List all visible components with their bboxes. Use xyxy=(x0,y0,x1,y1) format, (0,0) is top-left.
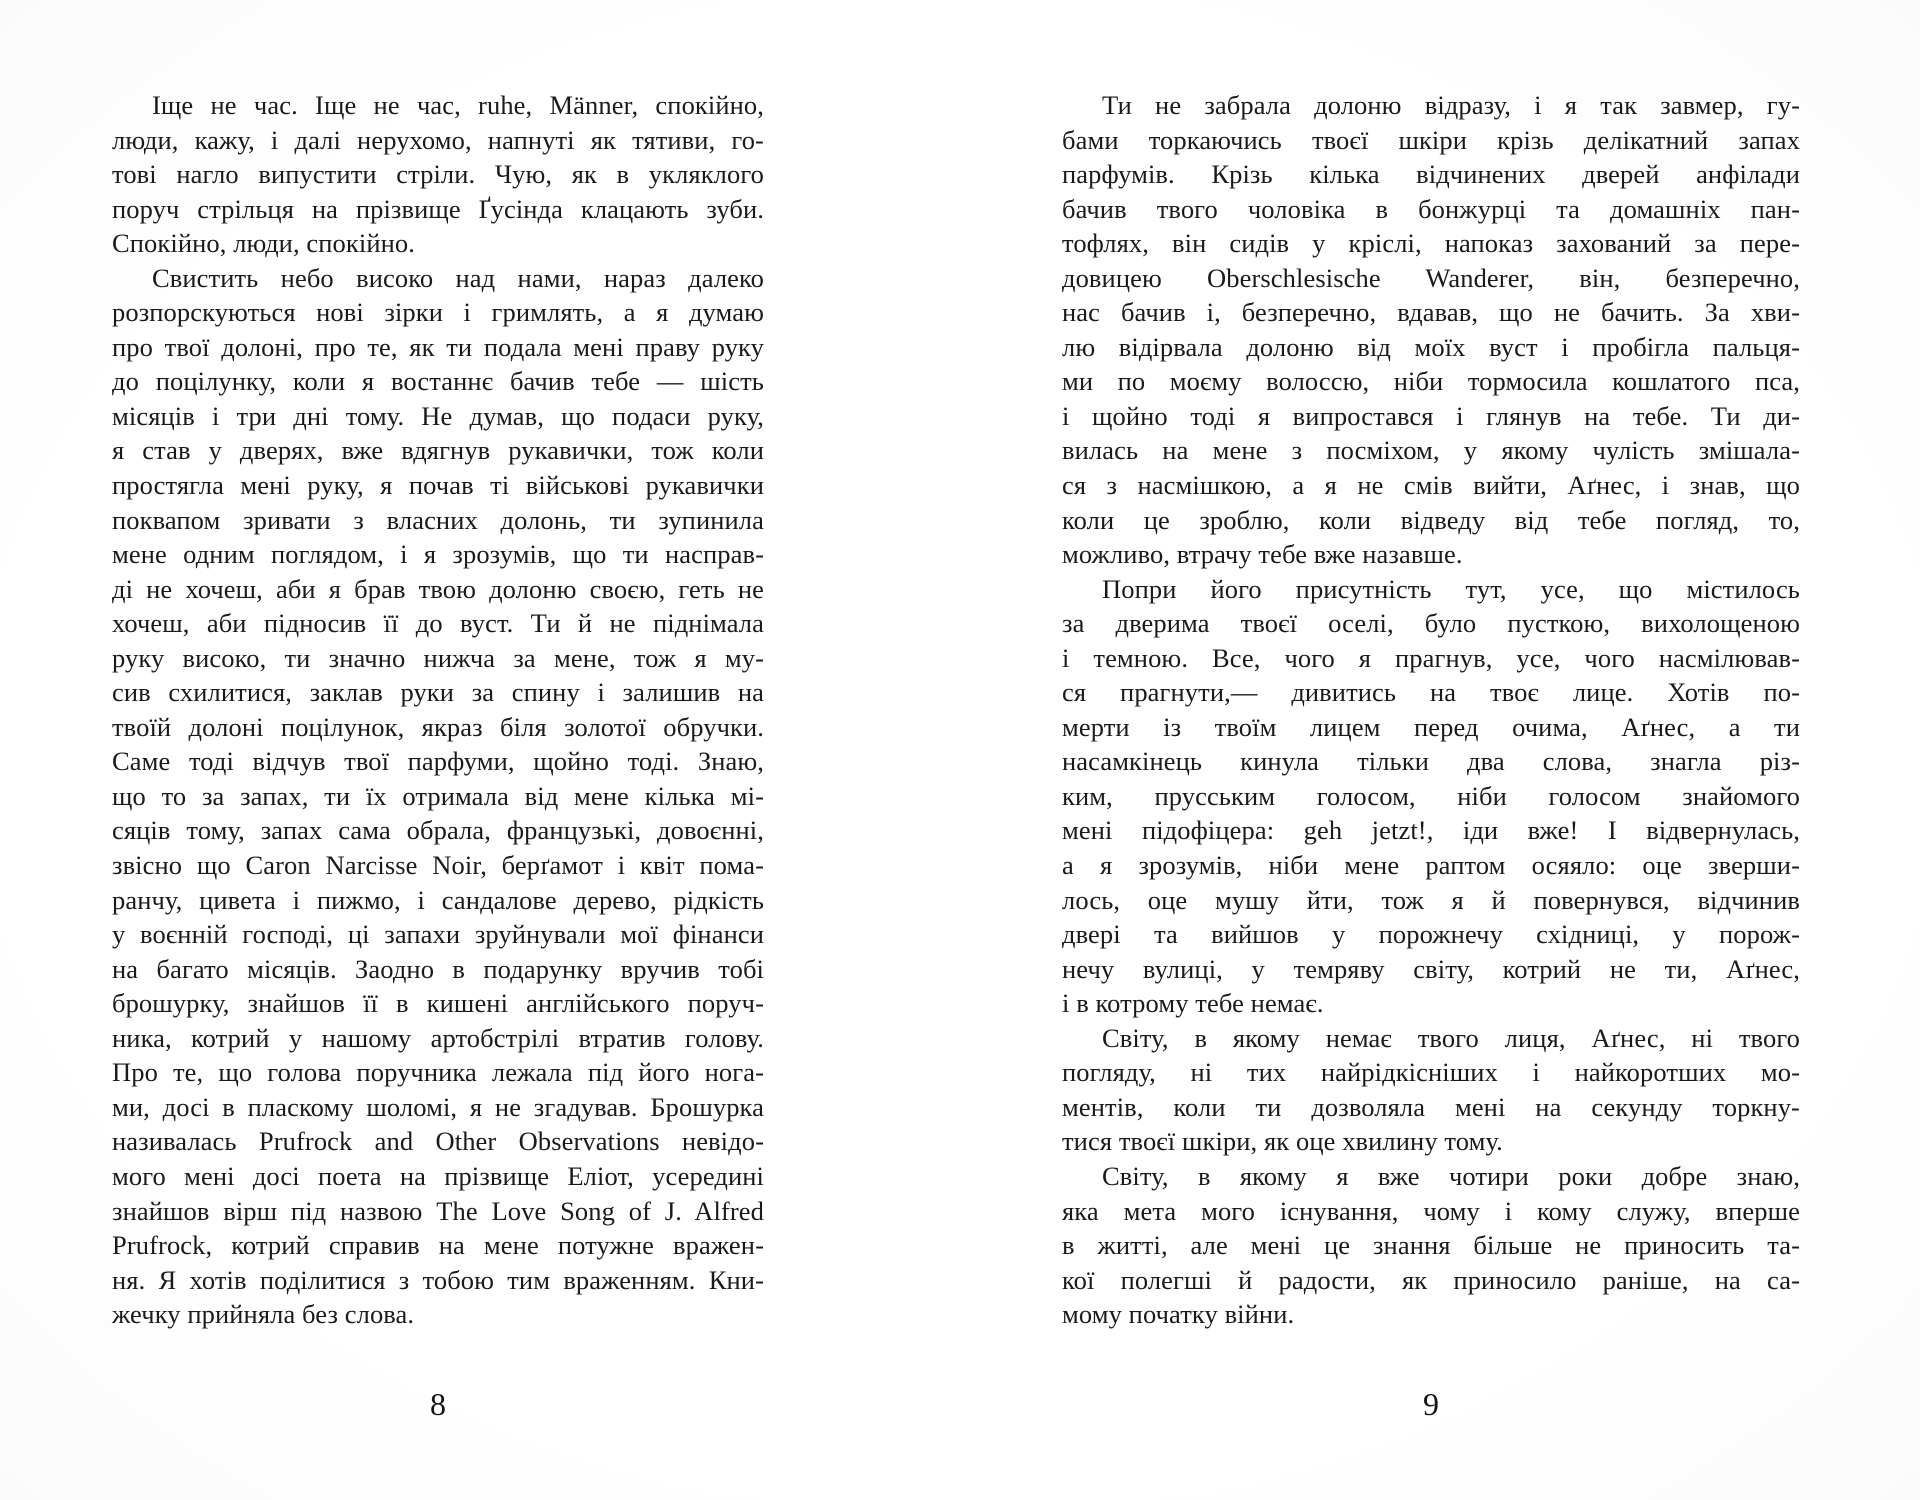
text-line: Спокійно, люди, спокійно. xyxy=(112,228,415,259)
text-line: Prufrock, котрий справив на мене потужне вражен- xyxy=(112,1230,764,1261)
text-line: брошурку, знайшов її в кишені англійського поруч- xyxy=(112,988,764,1019)
text-line: Світу, в якому я вже чотири роки добре знаю, xyxy=(1102,1160,1800,1191)
text-line: твоїй долоні поцілунок, якраз біля золотої обручки. xyxy=(112,711,764,742)
page-left-text-column xyxy=(112,88,764,1332)
text-line: лю відірвала долоню від моїх вуст і пробігла пальця- xyxy=(1062,331,1800,362)
text-line: ся з насмішкою, а я не смів вийти, Аґнес, і знав, що xyxy=(1062,470,1800,501)
text-line: лось, оце мушу йти, тож я й повернувся, відчинив xyxy=(1062,884,1800,915)
text-line: довицею Oberschlesische Wanderer, він, безперечно, xyxy=(1062,262,1800,293)
text-line: у воєнній господі, ці запахи зруйнували мої фінанси xyxy=(112,919,764,950)
page-left xyxy=(112,88,764,1468)
text-line: ми по моєму волоссю, ніби тормосила кошлатого пса, xyxy=(1062,366,1800,397)
text-line: розпорскуються нові зірки і гримлять, а я думаю xyxy=(112,297,764,328)
text-line: бачив твого чоловіка в бонжурці та домашніх пан- xyxy=(1062,193,1800,224)
text-line: мене одним поглядом, і я зрозумів, що ти насправ- xyxy=(112,539,764,570)
text-line: сив схилитися, заклав руки за спину і залишив на xyxy=(112,677,764,708)
text-line: сяців тому, запах сама обрала, французькі, довоєнні, xyxy=(112,815,764,846)
text-line: хочеш, аби підносив її до вуст. Ти й не піднімала xyxy=(112,608,764,639)
text-line: тися твоєї шкіри, як оце хвилину тому. xyxy=(1062,1126,1503,1157)
text-line: мому початку війни. xyxy=(1062,1299,1295,1330)
text-line: знайшов вірш під назвою The Love Song of J. Alfred xyxy=(112,1195,764,1226)
page-right-text-column xyxy=(1062,88,1800,1332)
text-line: ми, досі в пласкому шоломі, я не згадував. Брошурка xyxy=(112,1091,764,1122)
text-line: бами торкаючись твоєї шкіри крізь делікатний запах xyxy=(1062,124,1800,155)
text-line: до поцілунку, коли я востаннє бачив тебе — шість xyxy=(112,366,764,397)
text-line: звісно що Caron Narcisse Noir, берґамот і квіт пома- xyxy=(112,850,764,881)
text-line: Саме тоді відчув твої парфуми, щойно тоді. Знаю, xyxy=(112,746,764,777)
text-line: коли це зроблю, коли відведу від тебе погляд, то, xyxy=(1062,504,1800,535)
page-right xyxy=(1062,88,1800,1468)
text-line: і щойно тоді я випростався і глянув на тебе. Ти ди- xyxy=(1062,400,1800,431)
text-line: Свистить небо високо над нами, нараз далеко xyxy=(152,262,764,293)
text-line: двері та вийшов у порожнечу східниці, у порож- xyxy=(1062,919,1800,950)
text-line: нас бачив і, безперечно, вдавав, що не бачить. За хви- xyxy=(1062,297,1800,328)
text-line: вилась на мене з посміхом, у якому чулість змішала- xyxy=(1062,435,1800,466)
text-line: тові нагло випустити стріли. Чую, як в укляклого xyxy=(112,159,764,190)
text-line: місяців і три дні тому. Не думав, що подаси руку, xyxy=(112,400,764,431)
text-line: ким, прусським голосом, ніби голосом знайомого xyxy=(1062,780,1800,811)
text-line: люди, кажу, і далі нерухомо, напнуті як тятиви, го- xyxy=(112,124,764,155)
text-line: ся прагнути,— дивитись на твоє лице. Хотів по- xyxy=(1062,677,1800,708)
text-line: ді не хочеш, аби я брав твою долоню своєю, геть не xyxy=(112,573,764,604)
text-line: Світу, в якому немає твого лиця, Аґнес, ні твого xyxy=(1102,1022,1800,1053)
text-line: за дверима твоєї оселі, було пусткою, вихолощеною xyxy=(1062,608,1800,639)
text-line: мені підофіцера: geh jetzt!, іди вже! І відвернулась, xyxy=(1062,815,1800,846)
text-line: Про те, що голова поручника лежала під його нога- xyxy=(112,1057,764,1088)
text-line: Попри його присутність тут, усе, що містилось xyxy=(1102,573,1800,604)
text-line: мого мені досі поета на прізвище Еліот, усередині xyxy=(112,1160,764,1191)
text-line: на багато місяців. Заодно в подарунку вручив тобі xyxy=(112,953,764,984)
text-line: в житті, але мені це знання більше не приносить та- xyxy=(1062,1230,1800,1261)
text-line: поквапом зривати з власних долонь, ти зупинила xyxy=(112,504,764,535)
text-line: ментів, коли ти дозволяла мені на секунду торкну- xyxy=(1062,1091,1800,1122)
text-line: про твої долоні, про те, як ти подала мені праву руку xyxy=(112,331,764,362)
text-line: ника, котрий у нашому артобстрілі втратив голову. xyxy=(112,1022,764,1053)
text-line: жечку прийняла без слова. xyxy=(112,1299,415,1330)
text-line: руку високо, ти значно нижча за мене, тож я му- xyxy=(112,642,764,673)
text-line: простягла мені руку, я почав ті військові рукавички xyxy=(112,470,764,501)
text-line: Ти не забрала долоню відразу, і я так завмер, гу- xyxy=(1102,90,1800,120)
text-line: а я зрозумів, ніби мене раптом осяяло: оце зверши- xyxy=(1062,850,1800,881)
text-line: можливо, втрачу тебе вже назавше. xyxy=(1062,539,1463,570)
text-line: ранчу, цивета і пижмо, і сандалове дерево, рідкість xyxy=(112,884,764,915)
text-line: ня. Я хотів поділитися з тобою тим враженням. Кни- xyxy=(112,1264,764,1295)
page-number-left: 8 xyxy=(430,1386,446,1422)
text-line: парфумів. Крізь кілька відчинених дверей анфілади xyxy=(1062,159,1800,190)
text-line: кої полегші й радости, як приносило раніше, на са- xyxy=(1062,1264,1800,1295)
text-line: і темною. Все, чого я прагнув, усе, чого насмілював- xyxy=(1062,642,1800,673)
text-line: я став у дверях, вже вдягнув рукавички, тож коли xyxy=(112,435,764,466)
text-line: називалась Prufrock and Other Observations невідо- xyxy=(112,1126,764,1157)
text-line: поруч стрільця на прізвище Ґусінда клацають зуби. xyxy=(112,193,764,224)
text-line: нечу вулиці, у темряву світу, котрий не ти, Аґнес, xyxy=(1062,953,1800,984)
text-line: мерти із твоїм лицем перед очима, Аґнес, а ти xyxy=(1062,711,1800,742)
text-line: тофлях, він сидів у кріслі, напоказ захований за пере- xyxy=(1062,228,1800,259)
text-line: насамкінець кинула тільки два слова, знагла різ- xyxy=(1062,746,1800,777)
text-line: погляду, ні тих найрідкісніших і найкоротших мо- xyxy=(1062,1057,1800,1088)
text-line: і в котрому тебе немає. xyxy=(1062,988,1324,1019)
text-line: що то за запах, ти їх отримала від мене кілька мі- xyxy=(112,780,764,811)
text-line: яка мета мого існування, чому і кому служу, вперше xyxy=(1062,1195,1800,1226)
page-number-right: 9 xyxy=(1423,1386,1439,1422)
text-line: Іще не час. Іще не час, ruhe, Männer, спокійно, xyxy=(152,90,764,120)
